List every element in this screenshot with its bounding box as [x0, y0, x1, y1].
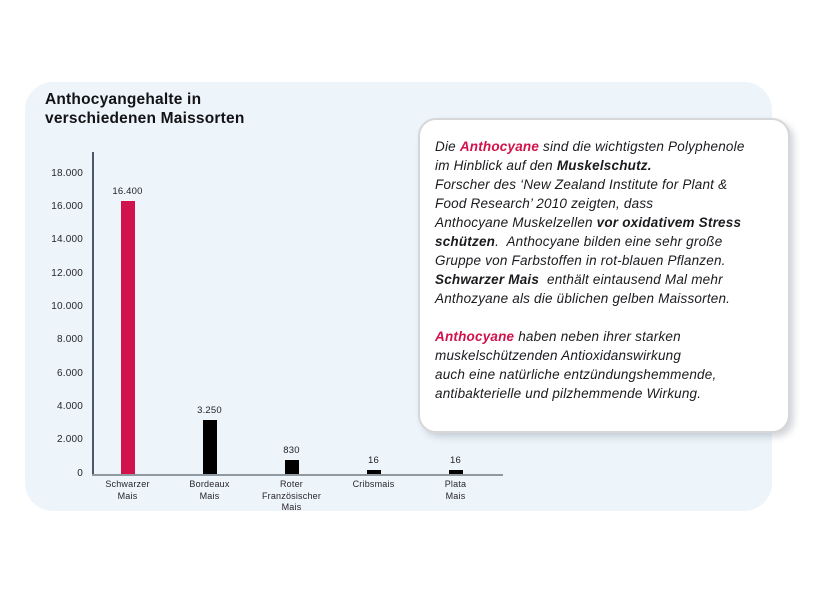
body-text: antibakterielle und pilzhemmende Wirkung. [435, 386, 702, 401]
bar-value-label: 3.250 [197, 405, 222, 416]
bar-value-label: 830 [283, 445, 300, 456]
y-axis-tick-label: 16.000 [51, 200, 83, 212]
body-text: auch eine natürliche entzündungshemmende, [435, 367, 717, 382]
info-box [418, 118, 790, 433]
info-box-text [435, 137, 774, 403]
bold-text: Muskelschutz. [556, 158, 652, 173]
chart-title-line-2: verschiedenen Maissorten [45, 110, 245, 127]
info-paragraph [435, 137, 774, 308]
y-axis-tick-label: 8.000 [56, 334, 83, 346]
x-axis-label: Roter Französischer Mais [261, 479, 322, 512]
body-text: Gruppe von Farbstoffen in rot-blauen Pflanzen. [435, 253, 726, 268]
bar-value-label: 16 [450, 455, 461, 466]
body-text: enthält eintausend Mal mehr [539, 272, 723, 287]
y-axis-tick-label: 14.000 [51, 234, 83, 246]
body-text: Die [435, 139, 460, 154]
body-text: Forscher des ‘New Zealand Institute for Plant & [435, 177, 728, 192]
bold-text: Schwarzer Mais [435, 272, 540, 287]
highlight-text: Anthocyane [435, 329, 515, 344]
body-text: haben neben ihrer starken [514, 329, 681, 344]
y-axis-tick-label: 12.000 [51, 267, 83, 279]
body-text: sind die wichtigsten Polyphenole [539, 139, 745, 154]
y-axis-tick-label: 2.000 [56, 434, 83, 446]
bar-value-label: 16.400 [112, 186, 143, 197]
body-text: Anthocyane Muskelzellen [435, 215, 597, 230]
bar-value-label: 16 [368, 455, 379, 466]
y-axis-tick-label: 18.000 [51, 167, 83, 179]
x-axis-label: Schwarzer Mais [105, 479, 150, 501]
y-axis-tick-label: 6.000 [56, 367, 83, 379]
info-paragraph [435, 327, 774, 403]
y-axis-tick-label: 4.000 [56, 400, 83, 412]
body-text: Anthozyane als die üblichen gelben Maissorten. [435, 291, 731, 306]
x-axis-label: Plata Mais [444, 479, 467, 501]
body-text: Food Research’ 2010 zeigten, dass [435, 196, 654, 211]
y-axis-tick-label: 0 [77, 467, 83, 479]
bold-text: schützen [435, 234, 496, 249]
body-text: muskelschützenden Antioxidanswirkung [435, 348, 682, 363]
x-axis-label: Bordeaux Mais [189, 479, 230, 501]
chart-title [45, 90, 245, 128]
x-axis-label: Cribsmais [352, 479, 395, 489]
body-text: . Anthocyane bilden eine sehr große [495, 234, 723, 249]
y-axis-tick-label: 10.000 [51, 300, 83, 312]
body-text: im Hinblick auf den [435, 158, 557, 173]
chart-title-line-1: Anthocyangehalte in [45, 91, 202, 108]
highlight-text: Anthocyane [459, 139, 540, 154]
bold-text: vor oxidativem Stress [596, 215, 742, 230]
